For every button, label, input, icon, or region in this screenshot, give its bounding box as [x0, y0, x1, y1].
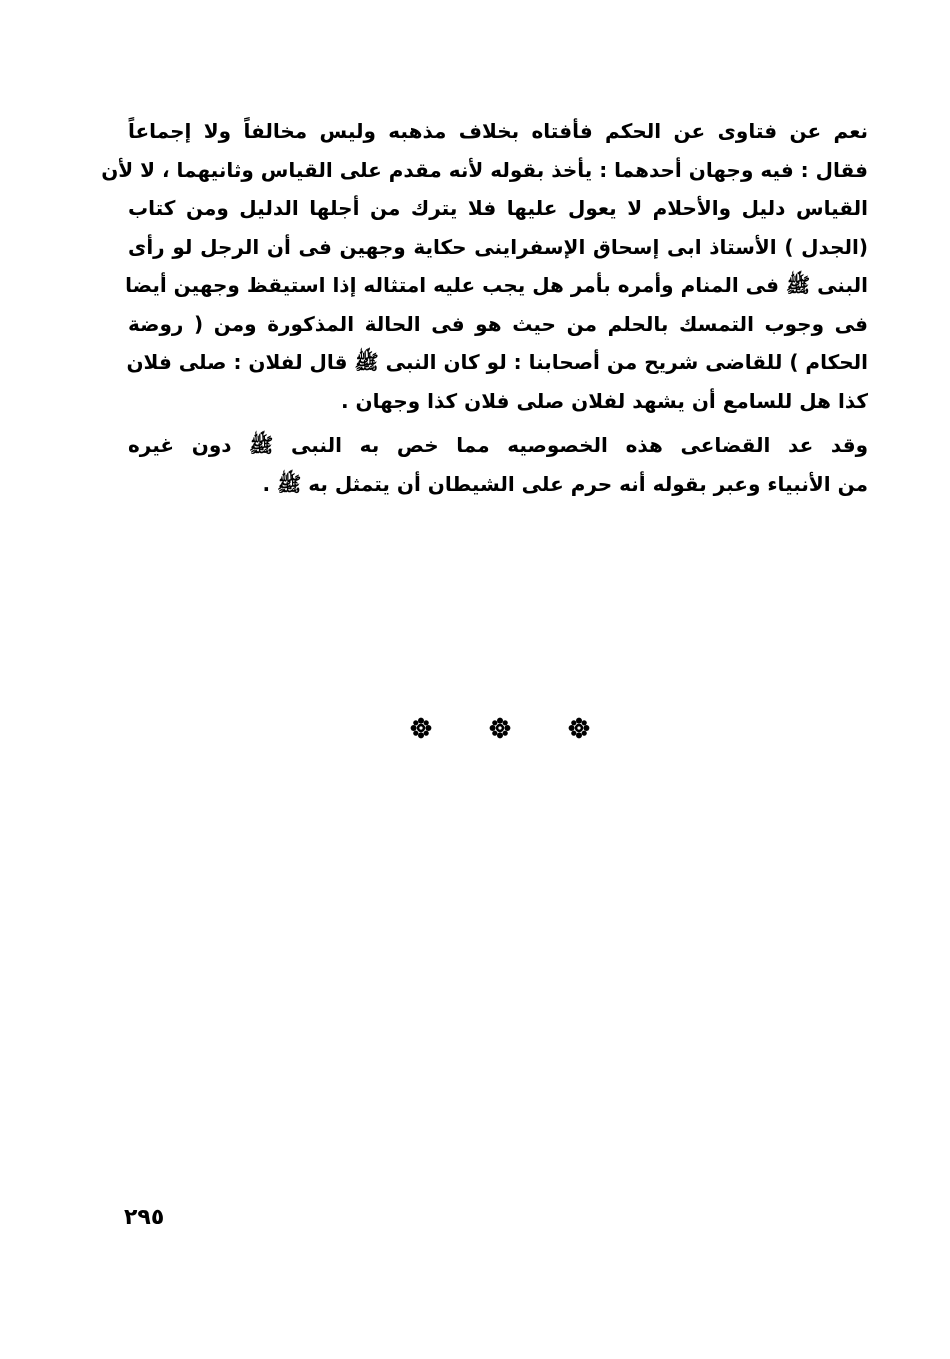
text-line: البنى ﷺ فى المنام وأمره بأمر هل يجب عليه امتثاله إذا استيقظ وجهين أيضا	[125, 273, 868, 297]
text-line: الحكام ) للقاضى شريح من أصحابنا : لو كان النبى ﷺ قال لفلان : صلى فلان	[126, 350, 868, 374]
section-divider	[410, 708, 590, 748]
flower-ornament-icon	[410, 717, 432, 739]
flower-ornament-icon	[489, 717, 511, 739]
text-line: وقد عد القضاعى هذه الخصوصيه مما خص به النبى ﷺ دون غيره	[128, 433, 868, 457]
flower-ornament-icon	[568, 717, 590, 739]
text-line: كذا هل للسامع أن يشهد لفلان صلى فلان كذا وجهان .	[340, 388, 868, 413]
body-text	[101, 112, 868, 503]
text-line: نعم عن فتاوى عن الحكم فأفتاه بخلاف مذهبه وليس مخالفاً ولا إجماعاً	[128, 119, 868, 143]
text-line: القياس دليل والأحلام لا يعول عليها فلا يترك من أجلها الدليل ومن كتاب	[128, 196, 868, 220]
paragraph-2	[128, 426, 868, 503]
page-number: ٢٩٥	[124, 1205, 165, 1230]
text-line: فقال : فيه وجهان أحدهما : يأخذ بقوله لأنه مقدم على القياس وثانيهما ، لا لأن	[101, 157, 868, 182]
text-line: من الأنبياء وعبر بقوله أنه حرم على الشيطان أن يتمثل به ﷺ .	[262, 471, 868, 496]
paragraph-1	[101, 112, 868, 420]
text-line: (الجدل ) الأستاذ ابى إسحاق الإسفراينى حكاية وجهين فى أن الرجل لو رأى	[128, 234, 868, 259]
text-line: فى وجوب التمسك بالحلم من حيث هو فى الحالة المذكورة ومن ( روضة	[128, 311, 868, 336]
